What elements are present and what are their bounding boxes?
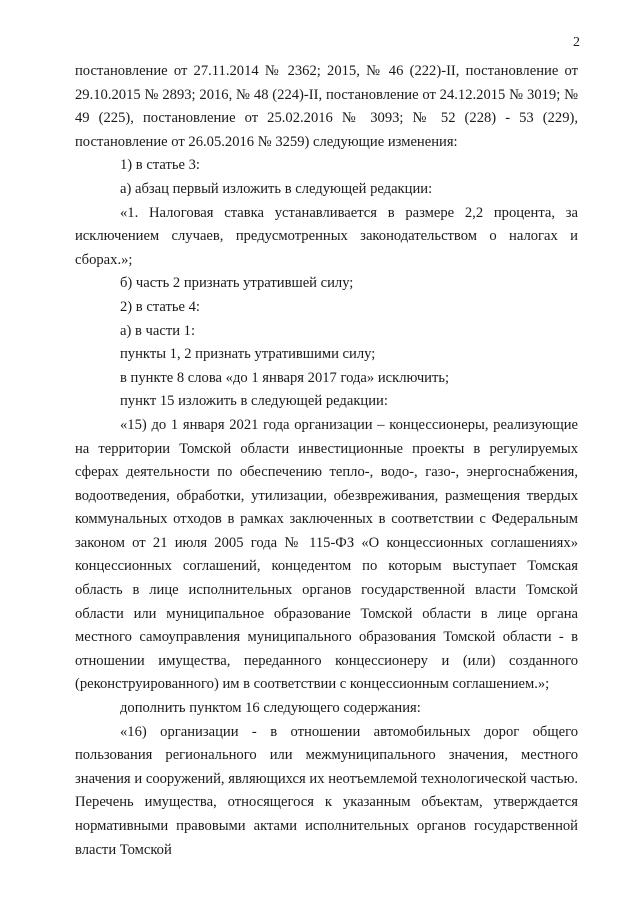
- paragraph-tax-rate: «1. Налоговая ставка устанавливается в размере 2,2 процента, за исключением случаев, предусмотренных законодательством о налогах и сборах.»;: [75, 204, 578, 268]
- paragraph-subitem-a: а) абзац первый изложить в следующей редакции:: [120, 180, 433, 197]
- paragraph-point-15-intro: пункт 15 изложить в следующей редакции:: [120, 393, 388, 410]
- page-number: 2: [573, 35, 580, 50]
- document-body: [75, 60, 578, 862]
- paragraph-points-1-2: пункты 1, 2 признать утратившими силу;: [120, 346, 376, 363]
- paragraph-point-15: «15) до 1 января 2021 года организации – концессионеры, реализующие на территории Томской области инвестиционные проекты в регулируемых сферах деятельности по обеспечению тепло-, водо-, газо-, энергоснабжения, водоотведения, обработки, утилизации, обезвреживания, размещения твердых коммунальных отходов в рамках заключенных в соответствии с Федеральным законом от 21 июля 2005 года № 115-ФЗ «О концессионных соглашениях» концессионных соглашений, концедентом по которым выступает Томская область в лице исполнительных органов государственной власти Томской области или муниципальное образование Томской области в лице органа местного самоуправления муниципального образования Томской области - в отношении имущества, переданного концессионеру и (или) созданного (реконструированного) им в соответствии с концессионным соглашением.»;: [75, 416, 578, 693]
- paragraph-point-16: «16) организации - в отношении автомобильных дорог общего пользования регионального или межмуниципального значения, местного значения и сооружений, являющихся их неотъемлемой технологической частью. Перечень имущества, относящегося к указанным объектам, утверждается нормативными правовыми актами исполнительных органов государственной власти Томской: [75, 723, 578, 858]
- paragraph-point-16-intro: дополнить пунктом 16 следующего содержания:: [120, 700, 421, 717]
- paragraph-continuation: постановление от 27.11.2014 № 2362; 2015, № 46 (222)-II, постановление от 29.10.2015 № 2893; 2016, № 48 (224)-II, постановление от 24.12.2015 № 3019; № 49 (225), постановление от 25.02.2016 № 3093; № 52 (228) - 53 (229), постановление от 26.05.2016 № 3259) следующие изменения:: [75, 63, 578, 150]
- paragraph-point-8: в пункте 8 слова «до 1 января 2017 года» исключить;: [120, 369, 450, 386]
- paragraph-item-2: 2) в статье 4:: [120, 298, 200, 315]
- paragraph-item-1: 1) в статье 3:: [120, 157, 200, 174]
- paragraph-subitem-b: б) часть 2 признать утратившей силу;: [120, 275, 354, 292]
- paragraph-part-1: а) в части 1:: [120, 322, 196, 339]
